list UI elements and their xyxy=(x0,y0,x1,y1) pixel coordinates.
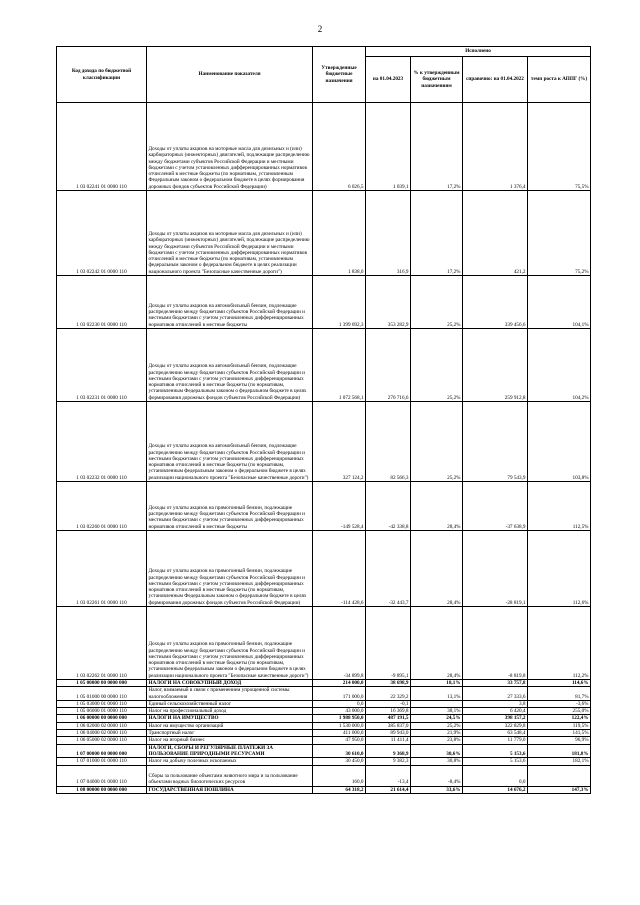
cell-on-date: -13,4 xyxy=(366,765,411,786)
cell-approved: 6 026,5 xyxy=(313,103,366,191)
table-row xyxy=(57,744,591,758)
table-row xyxy=(57,329,591,402)
table-row xyxy=(57,715,591,722)
cell-growth: -3,6% xyxy=(528,700,591,707)
header-executed: Исполнено xyxy=(366,47,591,57)
cell-growth: 181,8% xyxy=(528,744,591,758)
cell-approved: 171 000,0 xyxy=(313,687,366,701)
table-row xyxy=(57,687,591,701)
cell-name: Транспортный налог xyxy=(147,730,313,737)
cell-ref: 322 829,8 xyxy=(463,722,528,729)
cell-growth xyxy=(528,765,591,786)
cell-on-date: 316,9 xyxy=(366,191,411,276)
cell-pct: 24,5% xyxy=(411,715,463,722)
cell-pct: 17,2% xyxy=(411,191,463,276)
cell-approved: 411 000,0 xyxy=(313,730,366,737)
cell-pct: 23,8% xyxy=(411,737,463,744)
cell-name: Доходы от уплаты акцизов на прямогонный бензин, подлежащие распределению между бюджетами субъектов Российской Федерации и местными бюджетами с учетом установленных дифференцированных нормативов отчислений в местные бюджеты (по нормативам, установленным федеральным законом о федеральном бюджете в целях реализации национального проекта "Безопасные качественные дороги") xyxy=(147,607,313,680)
cell-approved: 160,0 xyxy=(313,765,366,786)
cell-pct: 21,9% xyxy=(411,730,463,737)
cell-approved: 1 988 950,0 xyxy=(313,715,366,722)
cell-on-date: 385 837,0 xyxy=(366,722,411,729)
header-code: Код дохода по бюджетной классификации xyxy=(57,47,147,103)
cell-pct: 30,8% xyxy=(411,758,463,765)
cell-name: ГОСУДАРСТВЕННАЯ ПОШЛИНА xyxy=(147,786,313,793)
cell-name: Доходы от уплаты акцизов на прямогонный бензин, подлежащие распределению между бюджетами субъектов Российской Федерации и местными бюджетами с учетом установленных дифференцированных нормативов отчислений в местные бюджеты xyxy=(147,482,313,531)
cell-code: 1 06 00000 00 0000 000 xyxy=(57,715,147,722)
cell-name: Налог на имущество организаций xyxy=(147,722,313,729)
cell-code: 1 05 01000 00 0000 110 xyxy=(57,687,147,701)
cell-name: Доходы от уплаты акцизов на моторные масла для дизельных и (или) карбюраторных (инжекторных) двигателей, подлежащие распределению между бюджетами субъектов Российской Федерации и местными бюджетами с учетом установленных дифференцированных нормативов отчислений в местные бюджеты (по нормативам, установленным федеральным законом о федеральном бюджете в целях реализации национального проекта "Безопасные качественные дороги") xyxy=(147,191,313,276)
cell-ref: 3,8 xyxy=(463,700,528,707)
cell-code: 1 05 03000 01 0000 110 xyxy=(57,700,147,707)
cell-name: Единый сельскохозяйственный налог xyxy=(147,700,313,707)
cell-code: 1 05 00000 00 0000 000 xyxy=(57,680,147,687)
cell-name: Налог на игорный бизнес xyxy=(147,737,313,744)
cell-pct: 28,4% xyxy=(411,607,463,680)
table-row xyxy=(57,607,591,680)
cell-name: Доходы от уплаты акцизов на прямогонный бензин, подлежащие распределению между бюджетами субъектов Российской Федерации и местными бюджетами с учетом установленных дифференцированных нормативов отчислений в местные бюджеты (по нормативам, установленным Федеральным законом о федеральном бюджете в целях формирования дорожных фондов субъектов Российской Федерации) xyxy=(147,531,313,607)
cell-growth: 96,9% xyxy=(528,737,591,744)
cell-pct: 13,1% xyxy=(411,687,463,701)
cell-on-date: 1 039,1 xyxy=(366,103,411,191)
table-row xyxy=(57,708,591,715)
cell-ref: 398 157,2 xyxy=(463,715,528,722)
cell-pct: 25,2% xyxy=(411,402,463,482)
cell-ref: 0,0 xyxy=(463,765,528,786)
cell-on-date: 487 191,5 xyxy=(366,715,411,722)
cell-approved: 30 450,0 xyxy=(313,758,366,765)
cell-code: 1 06 02000 02 0000 110 xyxy=(57,722,147,729)
cell-code: 1 07 04000 01 0000 110 xyxy=(57,765,147,786)
cell-on-date: 353 282,9 xyxy=(366,276,411,329)
cell-approved: -149 528,4 xyxy=(313,482,366,531)
cell-on-date: -9 895,1 xyxy=(366,607,411,680)
cell-code: 1 03 02260 01 0000 110 xyxy=(57,482,147,531)
cell-ref: 14 676,2 xyxy=(463,786,528,793)
cell-ref: 5 153,6 xyxy=(463,758,528,765)
cell-on-date: 21 614,4 xyxy=(366,786,411,793)
cell-ref: -8 819,8 xyxy=(463,607,528,680)
cell-code: 1 06 04000 02 0000 110 xyxy=(57,730,147,737)
cell-on-date: -42 338,8 xyxy=(366,482,411,531)
page-number: 2 xyxy=(317,24,323,34)
cell-growth: 114,6% xyxy=(528,680,591,687)
cell-code: 1 03 02232 01 0000 110 xyxy=(57,402,147,482)
table-row xyxy=(57,191,591,276)
cell-on-date: -32 443,7 xyxy=(366,531,411,607)
table-row xyxy=(57,700,591,707)
cell-pct: 25,2% xyxy=(411,329,463,402)
cell-ref: 259 912,8 xyxy=(463,329,528,402)
cell-on-date: 38 698,9 xyxy=(366,680,411,687)
cell-growth: 141,5% xyxy=(528,730,591,737)
cell-growth: 255,0% xyxy=(528,708,591,715)
cell-ref: 1 376,4 xyxy=(463,103,528,191)
cell-ref: 6 420,4 xyxy=(463,708,528,715)
cell-growth: 81,7% xyxy=(528,687,591,701)
cell-approved: 30 610,0 xyxy=(313,744,366,758)
cell-ref: 5 153,6 xyxy=(463,744,528,758)
cell-growth: 75,5% xyxy=(528,103,591,191)
table-row xyxy=(57,276,591,329)
table-row xyxy=(57,765,591,786)
cell-growth: 104,2% xyxy=(528,329,591,402)
cell-code: 1 03 02241 01 0000 110 xyxy=(57,103,147,191)
cell-pct: 25,2% xyxy=(411,276,463,329)
cell-on-date: 9 368,9 xyxy=(366,744,411,758)
header-approved: Утвержденные бюджетные назначения xyxy=(313,47,366,103)
cell-approved: 214 000,0 xyxy=(313,680,366,687)
cell-on-date: 89 943,0 xyxy=(366,730,411,737)
cell-ref: 27 333,6 xyxy=(463,687,528,701)
cell-on-date: -0,1 xyxy=(366,700,411,707)
cell-pct: 28,4% xyxy=(411,482,463,531)
table-row xyxy=(57,758,591,765)
cell-growth: 104,1% xyxy=(528,276,591,329)
cell-name: Доходы от уплаты акцизов на автомобильный бензин, подлежащие распределению между бюджетами субъектов Российской Федерации и местными бюджетами с учетом установленных дифференцированных нормативов отчислений в местные бюджеты (по нормативам, установленным федеральным законом о федеральном бюджете в целях реализации национального проекта "Безопасные качественные дороги") xyxy=(147,402,313,482)
cell-name: НАЛОГИ НА СОВОКУПНЫЙ ДОХОД xyxy=(147,680,313,687)
cell-ref: 339 456,6 xyxy=(463,276,528,329)
cell-growth: 147,3% xyxy=(528,786,591,793)
cell-growth: 75,2% xyxy=(528,191,591,276)
cell-approved: 0,0 xyxy=(313,700,366,707)
cell-pct xyxy=(411,700,463,707)
cell-growth: 182,1% xyxy=(528,758,591,765)
cell-on-date: 82 566,3 xyxy=(366,402,411,482)
header-ref: справочно: на 01.04.2022 xyxy=(463,57,528,103)
table-row xyxy=(57,680,591,687)
cell-code: 1 03 02231 01 0000 110 xyxy=(57,329,147,402)
cell-ref: -28 819,1 xyxy=(463,531,528,607)
table-row xyxy=(57,103,591,191)
cell-name: Налог, взимаемый в связи с применением упрощенной системы налогообложения xyxy=(147,687,313,701)
table-row xyxy=(57,786,591,793)
cell-code: 1 08 00000 00 0000 000 xyxy=(57,786,147,793)
cell-on-date: 270 716,6 xyxy=(366,329,411,402)
cell-growth: 112,2% xyxy=(528,607,591,680)
cell-name: Доходы от уплаты акцизов на автомобильный бензин, подлежащие распределению между бюджетами субъектов Российской Федерации и местными бюджетами с учетом установленных дифференцированных нормативов отчислений в местные бюджеты xyxy=(147,276,313,329)
cell-code: 1 05 06000 01 0000 110 xyxy=(57,708,147,715)
cell-approved: -34 899,8 xyxy=(313,607,366,680)
cell-pct: 28,4% xyxy=(411,531,463,607)
cell-code: 1 03 02230 01 0000 110 xyxy=(57,276,147,329)
cell-name: Доходы от уплаты акцизов на автомобильный бензин, подлежащие распределению между бюджетами субъектов Российской Федерации и местными бюджетами с учетом установленных дифференцированных нормативов отчислений в местные бюджеты (по нормативам, установленным Федеральным законом о федеральном бюджете в целях формирования дорожных фондов субъектов Российской Федерации) xyxy=(147,329,313,402)
cell-ref: 79 543,9 xyxy=(463,402,528,482)
cell-growth: 103,8% xyxy=(528,402,591,482)
cell-name: Доходы от уплаты акцизов на моторные масла для дизельных и (или) карбюраторных (инжекторных) двигателей, подлежащие распределению между бюджетами субъектов Российской Федерации и местными бюджетами с учетом установленных дифференцированных нормативов отчислений в местные бюджеты (по нормативам, установленным Федеральным законом о федеральном бюджете в целях формирования дорожных фондов субъектов Российской Федерации) xyxy=(147,103,313,191)
cell-pct: 38,1% xyxy=(411,708,463,715)
cell-ref: 11 779,0 xyxy=(463,737,528,744)
cell-growth: 122,4% xyxy=(528,715,591,722)
cell-name: Налог на профессиональный доход xyxy=(147,708,313,715)
cell-code: 1 03 02262 01 0000 110 xyxy=(57,607,147,680)
table-row xyxy=(57,730,591,737)
cell-pct: 17,2% xyxy=(411,103,463,191)
table-row xyxy=(57,482,591,531)
cell-ref: 33 757,8 xyxy=(463,680,528,687)
cell-on-date: 11 411,4 xyxy=(366,737,411,744)
cell-code: 1 03 02242 01 0000 110 xyxy=(57,191,147,276)
cell-on-date: 9 382,3 xyxy=(366,758,411,765)
cell-on-date: 16 369,8 xyxy=(366,708,411,715)
table-row xyxy=(57,722,591,729)
cell-code: 1 07 01000 01 0000 110 xyxy=(57,758,147,765)
table-row xyxy=(57,402,591,482)
header-pct: % к утвержденным бюджетным назначениям xyxy=(411,57,463,103)
cell-approved: 47 950,0 xyxy=(313,737,366,744)
cell-growth: 112,5% xyxy=(528,482,591,531)
cell-approved: 1 838,0 xyxy=(313,191,366,276)
cell-name: НАЛОГИ, СБОРЫ И РЕГУЛЯРНЫЕ ПЛАТЕЖИ ЗА ПОЛЬЗОВАНИЕ ПРИРОДНЫМИ РЕСУРСАМИ xyxy=(147,744,313,758)
cell-approved: 327 124,2 xyxy=(313,402,366,482)
cell-code: 1 06 05000 02 0000 110 xyxy=(57,737,147,744)
cell-pct: 30,6% xyxy=(411,744,463,758)
cell-approved: 64 318,2 xyxy=(313,786,366,793)
cell-pct: -8,4% xyxy=(411,765,463,786)
cell-on-date: 22 329,2 xyxy=(366,687,411,701)
cell-pct: 33,6% xyxy=(411,786,463,793)
cell-name: НАЛОГИ НА ИМУЩЕСТВО xyxy=(147,715,313,722)
cell-ref: -37 638,9 xyxy=(463,482,528,531)
cell-name: Налог на добычу полезных ископаемых xyxy=(147,758,313,765)
cell-approved: -114 428,6 xyxy=(313,531,366,607)
cell-growth: 119,5% xyxy=(528,722,591,729)
cell-ref: 63 548,4 xyxy=(463,730,528,737)
header-growth: темп роста к АППГ (%) xyxy=(528,57,591,103)
cell-growth: 112,6% xyxy=(528,531,591,607)
cell-approved: 1 530 000,0 xyxy=(313,722,366,729)
cell-ref: 421,2 xyxy=(463,191,528,276)
cell-pct: 18,1% xyxy=(411,680,463,687)
cell-name: Сборы за пользование объектами животного мира и за пользование объектами водных биологических ресурсов xyxy=(147,765,313,786)
table-row xyxy=(57,737,591,744)
cell-code: 1 03 02261 01 0000 110 xyxy=(57,531,147,607)
header-name: Наименование показателя xyxy=(147,47,313,103)
revenue-table xyxy=(56,46,591,794)
cell-approved: 1 399 692,3 xyxy=(313,276,366,329)
cell-approved: 43 000,0 xyxy=(313,708,366,715)
cell-code: 1 07 00000 00 0000 000 xyxy=(57,744,147,758)
header-on-date: на 01.04.2023 xyxy=(366,57,411,103)
cell-approved: 1 072 568,1 xyxy=(313,329,366,402)
table-row xyxy=(57,531,591,607)
cell-pct: 25,2% xyxy=(411,722,463,729)
